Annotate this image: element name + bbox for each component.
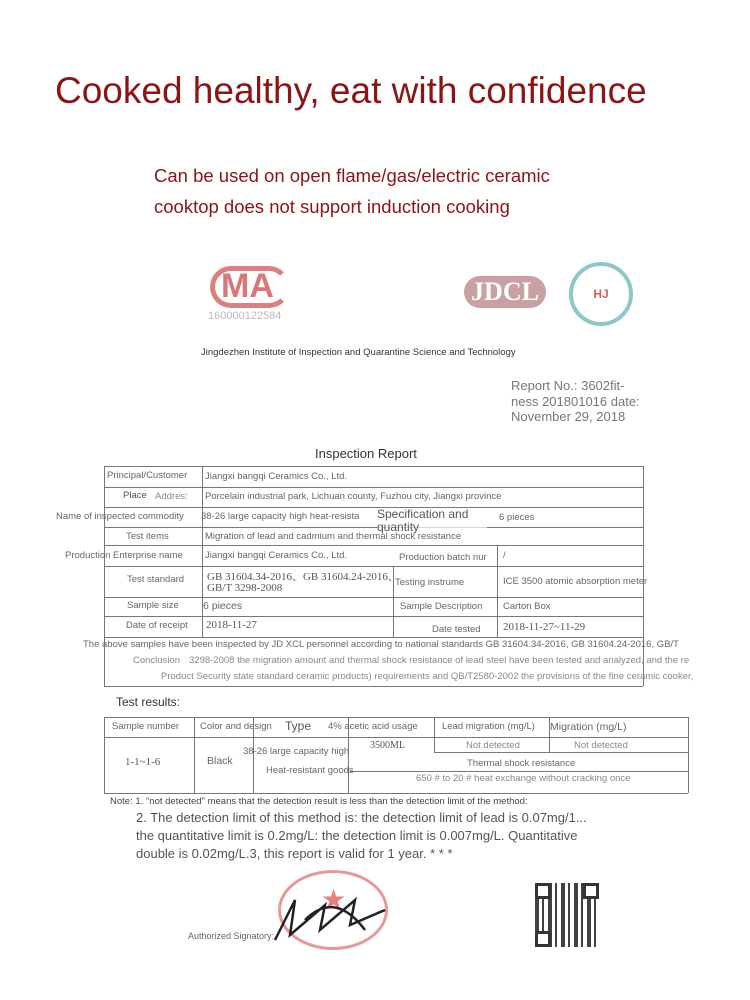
type-value-1: 38-26 large capacity high <box>243 746 350 757</box>
sample-description-value: Carton Box <box>503 601 551 612</box>
principal-value: Jiangxi bangqi Ceramics Co., Ltd. <box>205 471 348 482</box>
cma-logo: MA <box>210 266 290 308</box>
report-number-line-3: November 29, 2018 <box>511 409 626 424</box>
instrument-value: ICE 3500 atomic absorption meter <box>503 576 648 587</box>
note-1: Note: 1. "not detected" means that the detection result is less than the detection limit of the method: <box>110 796 528 807</box>
commodity-value: 38-26 large capacity high heat-resista <box>201 511 360 522</box>
header-sample-number: Sample number <box>112 721 180 732</box>
receipt-date-label: Date of receipt <box>126 620 188 631</box>
instrument-label: Testing instrume <box>395 577 465 588</box>
sample-number-value: 1-1~1-6 <box>125 756 161 768</box>
commodity-label: Name of inspected commodity <box>56 511 184 522</box>
header-type: Type <box>285 719 312 733</box>
tested-date-value: 2018-11-27~11-29 <box>503 621 586 633</box>
note-2: 2. The detection limit of this method is: the detection limit of lead is 0.07mg/1... <box>136 810 587 825</box>
authorized-signatory-label: Authorized Signatory: <box>188 931 275 941</box>
test-standard-label: Test standard <box>127 574 185 585</box>
report-number-line-1: Report No.: 3602fit- <box>511 378 625 393</box>
tested-date-label: Date tested <box>432 624 481 635</box>
usage-value: 3500ML <box>370 740 405 751</box>
sample-size-value: 6 pieces <box>203 600 243 612</box>
lead-migration-value: Not detected <box>466 740 520 751</box>
conclusion-line-1: The above samples have been inspected by JD XCL personnel according to national standards GB 31604.34-2016, GB 31604.24-2016, GB/T <box>83 639 679 650</box>
hj-seal: HJ <box>569 262 633 326</box>
jdcl-logo: JDCL <box>464 276 546 308</box>
migration-value: Not detected <box>574 740 628 751</box>
place-label: Place <box>123 490 147 501</box>
official-stamp: ★ <box>278 870 388 950</box>
signature <box>265 880 395 950</box>
thermal-shock-value: 650 # to 20 # heat exchange without cracking once <box>416 773 631 784</box>
batch-label: Production batch nur <box>399 552 487 563</box>
batch-value: / <box>503 550 506 561</box>
specification-value: 6 pieces <box>499 512 535 523</box>
test-standard-value-1: GB 31604.34-2016、GB 31604.24-2016、 <box>207 571 399 583</box>
conclusion-line-3: Product Security state standard ceramic products) requirements and QB/T2580-2002 the provisions of the fine ceramic cooker, <box>161 671 694 682</box>
enterprise-value: Jiangxi bangqi Ceramics Co., Ltd. <box>205 550 348 561</box>
sample-description-label: Sample Description <box>400 601 483 612</box>
receipt-date-value: 2018-11-27 <box>206 619 257 631</box>
subheadline: Can be used on open flame/gas/electric ceramic cooktop does not support induction cooking <box>154 165 550 217</box>
report-title: Inspection Report <box>315 446 417 461</box>
cma-number: 160000122584 <box>208 310 282 322</box>
principal-label: Principal/Customer <box>107 470 188 481</box>
address-label: Addres: <box>155 491 188 502</box>
enterprise-label: Production Enterprise name <box>65 550 183 561</box>
header-migration: Migration (mg/L) <box>550 721 627 733</box>
header-color-design: Color and design <box>200 721 272 732</box>
headline: Cooked healthy, eat with confidence <box>55 70 647 111</box>
sample-size-label: Sample size <box>127 600 179 611</box>
header-acetic-acid: 4% acetic acid usage <box>328 721 418 732</box>
report-number-line-2: ness 201801016 date: <box>511 394 640 409</box>
test-results-label: Test results: <box>116 695 181 709</box>
test-standard-value-2: GB/T 3298-2008 <box>207 582 283 594</box>
header-lead-migration: Lead migration (mg/L) <box>442 721 535 732</box>
type-value-2: Heat-resistant goods <box>266 765 354 776</box>
conclusion-label: Conclusion <box>133 655 180 666</box>
conclusion-line-2: 3298-2008 the migration amount and thermal shock resistance of lead steel have been tested and analyzed, and the re <box>189 655 690 666</box>
institute-name: Jingdezhen Institute of Inspection and Quarantine Science and Technology <box>201 347 516 358</box>
specification-label: Specification and quantity <box>377 508 487 534</box>
test-items-value: Migration of lead and cadmium and thermal shock resistance <box>205 531 462 542</box>
qr-code <box>535 883 599 947</box>
address-value: Porcelain industrial park, Lichuan county, Fuzhou city, Jiangxi province <box>205 491 502 502</box>
note-3: the quantitative limit is 0.2mg/L: the detection limit is 0.007mg/L. Quantitative <box>136 828 578 843</box>
color-value: Black <box>207 755 233 767</box>
note-4: double is 0.02mg/L.3, this report is valid for 1 year. * * * <box>136 846 453 861</box>
test-items-label: Test items <box>126 531 169 542</box>
thermal-shock-label: Thermal shock resistance <box>467 758 576 769</box>
